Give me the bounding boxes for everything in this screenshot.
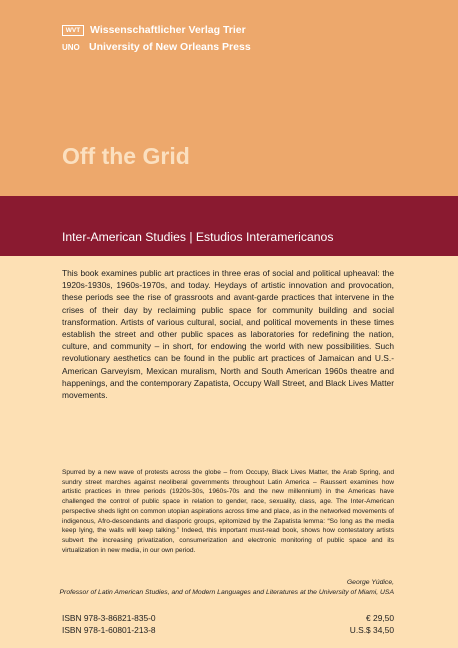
series-title: Inter-American Studies | Estudios Interamericanos [62, 230, 334, 244]
publisher-name-wvt: Wissenschaftlicher Verlag Trier [90, 24, 246, 36]
publisher-row-uno [62, 41, 251, 53]
wvt-logo-icon: WVT [62, 25, 84, 36]
isbn-row-1 [62, 613, 394, 623]
uno-logo-icon: UNO [62, 42, 80, 52]
endorser-name: George Yúdice, [346, 579, 394, 586]
isbn-2: ISBN 978-1-60801-213-8 [62, 625, 156, 635]
endorser-affiliation: Professor of Latin American Studies, and of Modern Languages and Literatures at the University of Miami, USA [59, 589, 394, 596]
book-blurb: This book examines public art practices in three eras of social and political upheaval: the 1920s-1930s, 1960s-1970s, and today. Heydays of artistic innovation and provocation, these periods see the rise of grassroots and avant-garde practices that intervene in the crises of their day by reclaiming public space for community building and social transformation. Artists of various cultural, social, and political movements in these times establish the street and other public spaces as laboratories for redefining the nation, culture, and community – in short, for endowing the world with new possibilities. Such revolutionary aesthetics can be found in the public art practices of Jamaican and U.S.-American Garveyism, Mexican muralism, North and South American 1960s theatre and happenings, and the contemporary Zapatista, Occupy Wall Street, and Black Lives Matter movements. [62, 268, 394, 401]
price-2: U.S.$ 34,50 [349, 625, 394, 635]
isbn-1: ISBN 978-3-86821-835-0 [62, 613, 156, 623]
endorser-credit [54, 578, 394, 598]
endorsement-quote: Spurred by a new wave of protests across the globe – from Occupy, Black Lives Matter, the Arab Spring, and sundry street marches against neoliberal governments throughout Latin America – Raussert examines how artistic practices in three periods (1920s-30s, 1960s-70s and the new millennium) in the Americas have challenged the control of public space in relation to gender, race, sexuality, class, age. The Inter-American perspective sheds light on common utopian aspirations across time and place, as in the networked movements of indigenous, Afro-descendants and diasporic groups, epitomized by the Zapatista lemma: “So long as the media keep lying, the walls will keep talking.” Indeed, this important must-read book, shows how contestatory artists subvert the increasing privatization, consumerization and electronic monitoring of public space and its virtualization in new media, in our own period. [62, 469, 394, 554]
price-1: € 29,50 [366, 613, 394, 623]
book-title: Off the Grid [62, 143, 190, 169]
publisher-name-uno: University of New Orleans Press [89, 41, 251, 53]
isbn-row-2 [62, 625, 394, 635]
publisher-row-wvt [62, 24, 246, 36]
series-band [0, 196, 458, 256]
